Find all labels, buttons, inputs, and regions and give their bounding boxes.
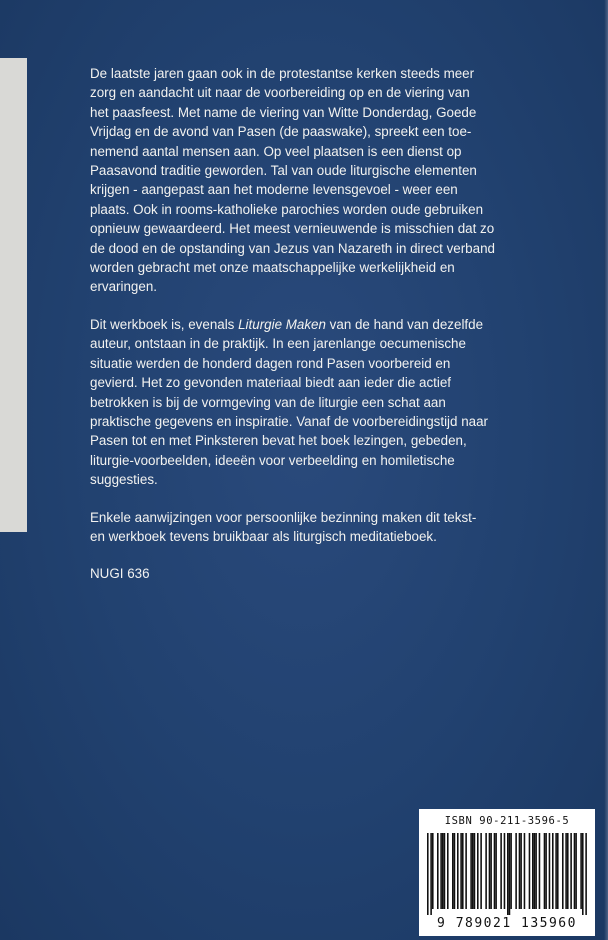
text-line: Paasavond traditie geworden. Tal van oude liturgische elementen [90,163,477,179]
barcode-bar [470,833,472,909]
barcode-bar [509,833,511,915]
barcode-bar [474,833,476,909]
text-line: Vrijdag en de avond van Pasen (de paaswake), spreekt een toe- [90,124,472,140]
barcode-bar [567,833,569,909]
text-line: de dood en de opstanding van Jezus van Nazareth in direct verband [90,240,495,256]
barcode-bar [534,833,536,909]
barcode-bar [545,833,547,909]
text-segment: Dit werkboek is, evenals [90,316,239,332]
barcode-bar [529,833,531,909]
barcode-bar [454,833,456,909]
barcode-bar [549,833,551,909]
text-line: praktische gegevens en inspiratie. Vanaf de voorbereidingstijd naar [90,413,488,429]
barcode-bar [495,833,497,909]
text-line: Enkele aanwijzingen voor persoonlijke bezinning maken dit tekst- [90,509,477,525]
barcode-bar [477,833,479,909]
barcode-bar [472,833,474,909]
text-line: Pasen tot en met Pinksteren bevat het boek lezingen, gebeden, [90,433,467,449]
ean-number: 9 789021 135960 [437,916,577,931]
barcode-bar [535,833,537,909]
text-line: suggesties. [90,472,158,488]
text-line: betrokken is bij de vormgeving van de liturgie een schat aan [90,394,446,410]
cover-edge [604,0,608,940]
isbn-number: ISBN 90-211-3596-5 [444,815,570,827]
text-line: opnieuw gewaardeerd. Het meest vernieuwende is misschien dat zo [90,221,495,237]
barcode-bar [555,833,557,909]
barcode-bar [510,833,512,909]
barcode-bar [570,833,572,909]
barcode-bar [582,833,584,915]
barcode-bar [452,833,454,909]
text-line: gevierd. Het zo gevonden materiaal biedt aan ieder die actief [90,375,452,391]
paragraph-1 [90,64,520,297]
barcode-bar [444,833,446,909]
barcode-bar [519,833,521,909]
barcode-bar [574,833,576,909]
barcode-bar [442,833,444,909]
barcode-bar [539,833,541,909]
text-line [90,315,520,334]
blurb-text [90,64,520,584]
barcode-bar [544,833,546,909]
nugi-code: NUGI 636 [90,566,150,582]
barcode-bar [430,833,432,915]
barcode-bar [437,833,439,909]
barcode-bar [575,833,577,909]
barcode-bar [490,833,492,909]
barcode-bar [432,833,434,909]
text-line: De laatste jaren gaan ook in de protestantse kerken steeds meer [90,66,475,81]
barcode-bar [580,833,582,909]
barcode-bar [565,833,567,909]
text-line: krijgen - aangepast aan het moderne levensgevoel - weer een [90,182,458,198]
barcode-bar [427,833,429,915]
barcode-bar [489,833,491,909]
barcode-bar [585,833,587,915]
barcode-bar [494,833,496,909]
barcode-bar [447,833,449,909]
barcode-bar [532,833,534,909]
text-line: plaats. Ook in rooms-katholieke parochies worden oude gebruiken [90,201,484,217]
paragraph-2 [90,315,520,490]
barcode-bar [485,833,487,909]
barcode-bar [465,833,467,909]
book-title-reference: Liturgie Maken [238,316,326,332]
text-line: zorg en aandacht uit naar de voorbereiding op en de viering van [90,85,470,101]
barcode-bar [500,833,502,909]
barcode-bar [515,833,517,909]
side-strip [0,58,27,532]
barcode-bar [440,833,442,909]
text-segment: van de hand van dezelfde [325,316,484,332]
text-line: auteur, ontstaan in de praktijk. In een jarenlange oecumenische [90,336,466,352]
barcode-bar [457,833,459,909]
text-line: nemend aantal mensen aan. Op veel plaatsen is een dienst op [90,143,462,159]
barcode-icon [427,833,587,915]
barcode-bar [462,833,464,909]
text-line: liturgie-voorbeelden, ideeën voor verbeelding en homiletische [90,452,455,468]
barcode-bar [552,833,554,909]
text-line: en werkboek tevens bruikbaar als liturgisch meditatieboek. [90,528,437,544]
text-line: het paasfeest. Met name de viering van Witte Donderdag, Goede [90,104,477,120]
paragraph-3 [90,508,520,547]
barcode-bar [504,833,506,909]
barcode-bar [562,833,564,909]
barcode-bar [520,833,522,909]
barcode-bar [507,833,509,915]
text-line: worden gebracht met onze maatschappelijke werkelijkheid en [90,260,455,276]
text-line: ervaringen. [90,279,157,295]
barcode-label [419,809,595,936]
barcode-bar [524,833,526,909]
text-line: situatie werden de honderd dagen rond Pasen voorbereid en [90,355,451,371]
barcode-bar [460,833,462,909]
barcode-bar [557,833,559,909]
barcode-bar [480,833,482,909]
